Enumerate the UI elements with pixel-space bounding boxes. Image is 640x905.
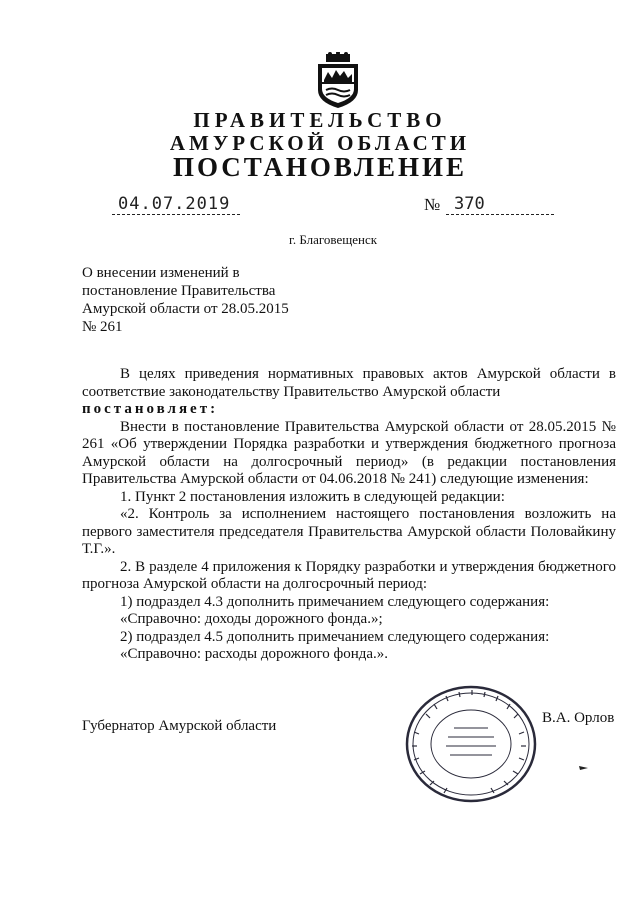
body-paragraph: «2. Контроль за исполнением настоящего постановления возложить на первого заместителя председателя Правительства Амурской области Половайкину Т.Г.». <box>82 506 616 557</box>
document-subject <box>82 264 289 336</box>
decree-word: постановляет: <box>82 401 219 417</box>
signatory-name: В.А. Орлов <box>542 710 615 726</box>
organization-name-line1: ПРАВИТЕЛЬСТВО <box>193 108 447 132</box>
subject-line: постановление Правительства <box>82 283 276 299</box>
body-paragraph: «Справочно: расходы дорожного фонда.». <box>120 646 389 662</box>
coat-of-arms-icon <box>312 52 364 110</box>
document-number-field <box>446 196 554 218</box>
city-name: г. Благовещенск <box>288 232 378 247</box>
document-type-title: ПОСТАНОВЛЕНИЕ <box>172 152 468 182</box>
document-body <box>82 366 616 664</box>
intro-paragraph: В целях приведения нормативных правовых актов Амурской области в соответствие законодательству Правительство Амурской области <box>82 366 616 400</box>
date-underline <box>112 214 240 215</box>
document-number: 370 <box>454 194 485 214</box>
body-paragraph: Внести в постановление Правительства Амурской области от 28.05.2015 № 261 «Об утверждении Порядка разработки и утверждения бюджетного прогноза Амурской области на долгосрочный период» (в редакции постановления Правительства Амурской области от 04.06.2018 № 241) следующие изменения: <box>82 418 616 487</box>
document-date-field <box>112 196 240 218</box>
ink-mark <box>579 758 589 764</box>
document-date: 04.07.2019 <box>118 194 231 214</box>
body-paragraph: 1. Пункт 2 постановления изложить в следующей редакции: <box>120 488 505 505</box>
body-paragraph: 2) подраздел 4.5 дополнить примечанием следующего содержания: <box>120 628 550 645</box>
body-paragraph: «Справочно: доходы дорожного фонда.»; <box>120 611 383 627</box>
official-stamp-icon <box>404 684 538 804</box>
subject-line: № 261 <box>82 319 123 335</box>
subject-line: О внесении изменений в <box>82 265 240 281</box>
subject-line: Амурской области от 28.05.2015 <box>82 301 289 317</box>
number-underline <box>446 214 554 215</box>
body-paragraph: 2. В разделе 4 приложения к Порядку разработки и утверждения бюджетного прогноза Амурской области на долгосрочный период: <box>82 558 616 592</box>
organization-name-line2: АМУРСКОЙ ОБЛАСТИ <box>169 131 471 155</box>
signatory-position: Губернатор Амурской области <box>82 718 277 734</box>
body-paragraph: 1) подраздел 4.3 дополнить примечанием следующего содержания: <box>120 593 550 610</box>
document-number-label: № <box>424 195 441 214</box>
